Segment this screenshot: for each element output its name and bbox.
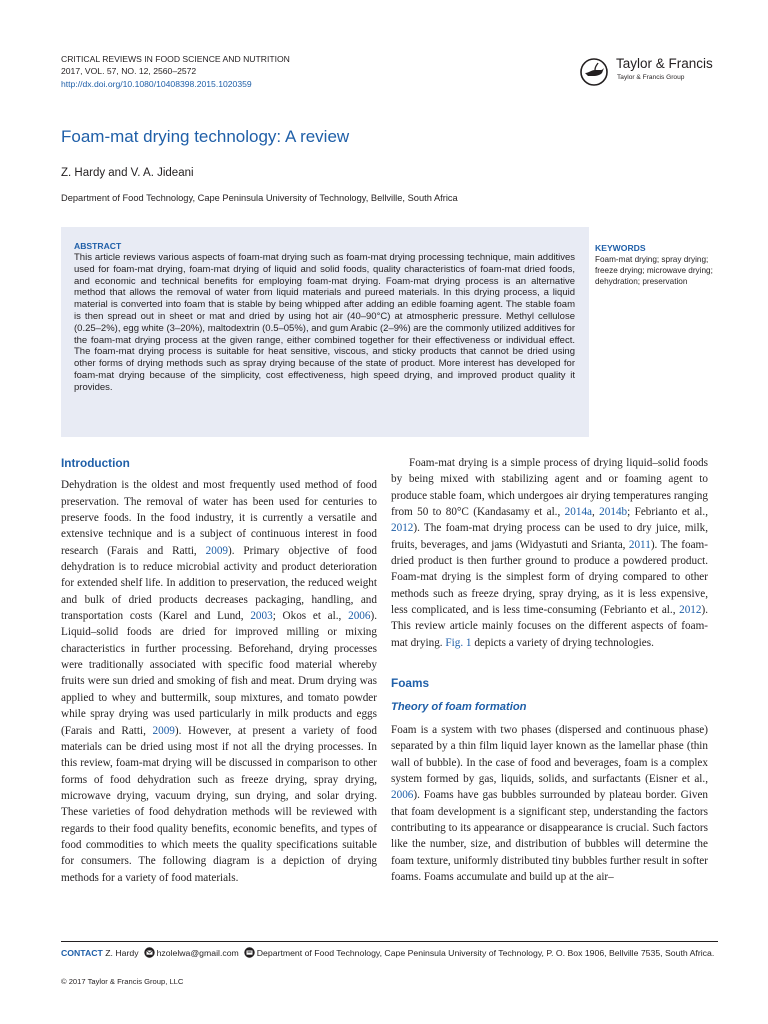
mail-icon xyxy=(244,947,255,962)
citation-link[interactable]: 2009 xyxy=(205,544,228,557)
contact-label: CONTACT xyxy=(61,948,103,958)
left-column xyxy=(61,455,377,886)
citation-link[interactable]: 2011 xyxy=(628,538,651,551)
section-heading-foams: Foams xyxy=(391,676,430,691)
right-column xyxy=(391,455,708,885)
publisher-name: Taylor & Francis xyxy=(616,56,713,71)
contact-address: Department of Food Technology, Cape Peninsula University of Technology, P. O. Box 1906, Bellville 7535, South Africa. xyxy=(256,948,715,958)
journal-info xyxy=(61,53,290,90)
publisher-group: Taylor & Francis Group xyxy=(617,74,685,81)
intro-paragraph: Dehydration is the oldest and most frequently used method of food preservation. The removal of water has been used for centuries to preserve foods. In the food industry, it is currently a versatile and extensive technique and is a subject of continuous interest in food research (Farais and Ratti, 2009). Primary objective of food dehydration is to reduce microbial activity and product deterioration for extended shelf life. In addition to preservation, the reduced weight and bulk of dried products decreases packaging, handling, and transportation costs (Karel and Lund, 2003; Okos et al., 2006). Liquid–solid foods are dried for improved milling or mixing characteristics in further processing. Beforehand, drying processes were traditionally associated with specific food material whereby fruits were sun dried and smoking of fish and meat. Drum drying was applied to whey and buttermilk, soup mixtures, and tomato powder while spray drying was used particularly in milk products and eggs (Farais and Ratti, 2009). However, at present a variety of food materials can be dried using most if not all the drying processes. In this review, foam-mat drying will be discussed in comparison to other forms of food dehydration such as freeze drying, spray drying, microwave drying, vacuum drying, sun drying, and solar drying. These varieties of food dehydration methods will be reviewed with regards to their food quality benefits, economic benefits, and types of food commodities to which meets the quality specifications suitable for consumers. The following diagram is a depiction of drying methods for a variety of food materials. xyxy=(61,479,377,884)
citation-link[interactable]: 2006 xyxy=(348,610,371,623)
citation-link[interactable]: 2009 xyxy=(152,724,175,737)
figure-link[interactable]: Fig. 1 xyxy=(445,636,472,649)
doi-link[interactable]: http://dx.doi.org/10.1080/10408398.2015.1020359 xyxy=(61,78,252,89)
subsection-heading-foam-formation: Theory of foam formation xyxy=(391,701,527,714)
abstract-text: This article reviews various aspects of foam-mat drying such as foam-mat drying processing technique, main additives used for foam-mat drying, foam-mat drying of liquid and solid foods, quality characteristics of foam-mat dried foods, and economic and technical benefits for employing foam-mat drying. Foam-mat drying process is an alternative method that allows the removal of water from liquid materials and pureed materials. In this drying process, a liquid material is converted into foam that is stable by being whipped after adding an edible foaming agent. The stable foam is then spread out in sheet or mat and dried by using hot air (40–90°C) at atmospheric pressure. Methyl cellulose (0.25–2%), egg white (3–20%), maltodextrin (0.5–05%), and gum Arabic (2–9%) are the commonly utilized additives for the foam-mat drying process at the given range, either combined together for their effectiveness or individual effect. The foam-mat drying process is suitable for heat sensitive, viscous, and sticky products that cannot be dried using other forms of drying methods such as spray drying because of the state of product. More interest has developed for foam-mat drying because of the simplicity, cost effectiveness, high speed drying, and improved product quality it provides. xyxy=(74,252,575,393)
publisher-logo xyxy=(578,53,718,89)
contact-email[interactable]: hzolelwa@gmail.com xyxy=(156,948,239,958)
foams-paragraph: Foam is a system with two phases (dispersed and continuous phase) separated by a thin film liquid layer known as the lamellar phase (thin wall of bubble). In the case of food and beverages, foam is a complex system formed by gas, liquids, solids, and surfactants (Eisner et al., 2006). Foams have gas bubbles surrounded by plateau border. Given that foam development is a significant step, understanding the factors contributing to its appearance or disappearance is crucial. Such factors like the number, size, and distribution of bubbles will determine the foam texture, uniformly distributed tiny bubbles further result in softer foams. Foams accumulate and build up at the air– xyxy=(391,723,708,883)
article-affiliation: Department of Food Technology, Cape Peninsula University of Technology, Bellville, South Africa xyxy=(61,193,458,203)
section-heading-introduction: Introduction xyxy=(61,456,130,470)
citation-link[interactable]: 2014b xyxy=(599,506,628,519)
contact-name: Z. Hardy xyxy=(105,948,139,958)
article-title: Foam-mat drying technology: A review xyxy=(61,127,350,146)
abstract-heading: ABSTRACT xyxy=(74,241,122,251)
journal-name: CRITICAL REVIEWS IN FOOD SCIENCE AND NUTRITION xyxy=(61,54,290,64)
citation-link[interactable]: 2014a xyxy=(564,506,592,519)
intro-paragraph-continued: Foam-mat drying is a simple process of drying liquid–solid foods by being mixed with stabilizing agent and or foaming agent to produce stable foam, which undergoes air drying temperatures ranging from 50 to 80°C (Kandasamy et al., 2014a, 2014b; Febrianto et al., 2012). The foam-mat drying process can be used to dry juice, milk, fruits, beverages, and jams (Widyastuti and Srianta, 2011). The foam-dried product is then further ground to produce a powdered product. Foam-mat drying is the simplest form of drying compared to other methods such as freeze drying, spray drying, as it is less expensive, less complicated, and is less time-consuming (Febrianto et al., 2012). This review article mainly focuses on the different aspects of foam-mat drying. Fig. 1 depicts a variety of drying technologies. xyxy=(391,457,708,649)
lamp-logo-icon xyxy=(578,57,610,87)
citation-link[interactable]: 2006 xyxy=(391,789,414,802)
keywords-heading: KEYWORDS xyxy=(595,243,646,253)
citation-link[interactable]: 2012 xyxy=(679,604,702,617)
keywords-text: Foam-mat drying; spray drying; freeze drying; microwave drying; dehydration; preservation xyxy=(595,255,713,287)
contact-block xyxy=(61,947,721,962)
footer-rule xyxy=(61,941,718,942)
journal-volume: 2017, VOL. 57, NO. 12, 2560–2572 xyxy=(61,66,197,77)
citation-link[interactable]: 2003 xyxy=(250,610,273,623)
citation-link[interactable]: 2012 xyxy=(391,522,414,535)
email-icon xyxy=(144,947,155,962)
copyright: © 2017 Taylor & Francis Group, LLC xyxy=(61,977,184,986)
article-authors: Z. Hardy and V. A. Jideani xyxy=(61,167,194,179)
